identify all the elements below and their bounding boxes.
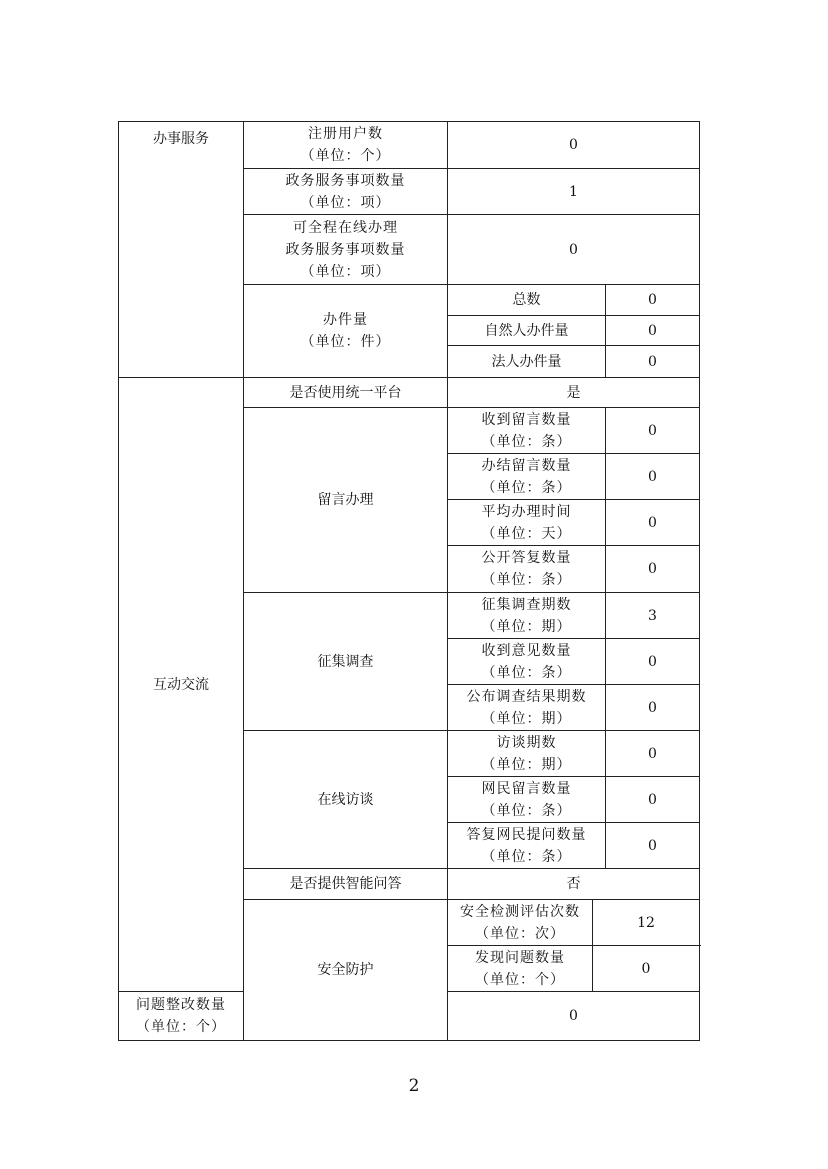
cell-value: 否 [448,869,700,900]
row-label: 发现问题数量 （单位：个） [448,946,593,992]
cell-value: 3 [606,593,700,639]
page-number: 2 [408,1076,420,1096]
row-label: 政务服务事项数量 （单位：项） [244,169,448,215]
cell-value: 0 [593,946,700,992]
cell-value: 0 [606,685,700,731]
sub-label: 办结留言数量 （单位：条） [448,454,606,500]
cell-value: 0 [606,639,700,685]
cell-value: 1 [448,169,700,215]
section-interaction: 互动交流 [119,378,244,992]
group-label: 留言办理 [244,408,448,593]
sub-label: 自然人办件量 [448,316,606,346]
sub-label: 答复网民提问数量 （单位：条） [448,823,606,869]
sub-label: 总数 [448,285,606,316]
row-label: 办件量 （单位：件） [244,285,448,378]
sub-label: 公开答复数量 （单位：条） [448,546,606,593]
cell-value: 0 [448,122,700,169]
cell-value: 0 [448,215,700,285]
cell-value: 0 [606,285,700,316]
group-label: 征集调查 [244,593,448,731]
cell-value: 0 [606,454,700,500]
cell-value: 0 [606,408,700,454]
cell-value: 是 [448,378,700,408]
group-label: 在线访谈 [244,731,448,869]
sub-label: 公布调查结果期数 （单位：期） [448,685,606,731]
section-security: 安全防护 [244,900,448,1041]
cell-value: 0 [606,346,700,378]
sub-label: 访谈期数 （单位：期） [448,731,606,777]
row-label: 是否使用统一平台 [244,378,448,408]
sub-label: 收到意见数量 （单位：条） [448,639,606,685]
sub-label: 平均办理时间 （单位：天） [448,500,606,546]
row-label: 问题整改数量 （单位：个） [119,992,244,1041]
cell-value: 0 [606,500,700,546]
cell-value: 0 [606,546,700,593]
sub-label: 网民留言数量 （单位：条） [448,777,606,823]
sub-label: 法人办件量 [448,346,606,378]
cell-value: 0 [606,316,700,346]
row-label: 注册用户数 （单位：个） [244,122,448,169]
table-row [119,122,700,169]
cell-value: 0 [606,777,700,823]
cell-value: 0 [606,823,700,869]
row-label: 可全程在线办理 政务服务事项数量 （单位：项） [244,215,448,285]
section-affairs: 办事服务 [119,122,244,378]
row-label: 安全检测评估次数 （单位：次） [448,900,593,946]
sub-label: 收到留言数量 （单位：条） [448,408,606,454]
cell-value: 12 [593,900,700,946]
row-label: 是否提供智能问答 [244,869,448,900]
sub-label: 征集调查期数 （单位：期） [448,593,606,639]
table-row [119,378,700,408]
cell-value: 0 [606,731,700,777]
statistics-table [118,121,700,1041]
cell-value: 0 [448,992,700,1041]
